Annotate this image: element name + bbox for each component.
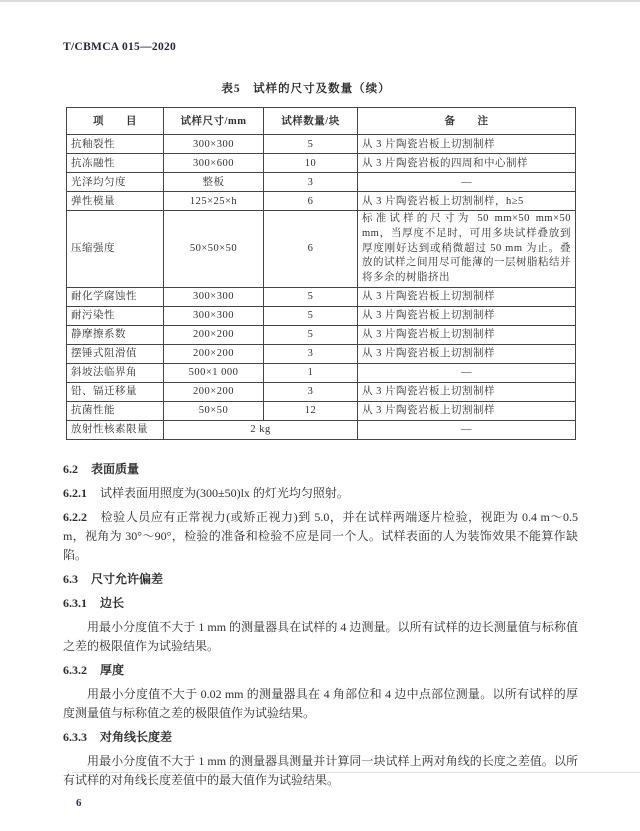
column-header-item: 项 目 — [67, 108, 164, 135]
note-cell: 从 3 片陶瓷岩板上切割制样 — [358, 135, 576, 154]
note-cell: 从 3 片陶瓷岩板上切割制样 — [358, 344, 576, 363]
scan-edge-artifact — [0, 0, 640, 2]
item-cell: 抗釉裂性 — [67, 135, 164, 154]
clause-number: 6.2.1 — [63, 486, 87, 500]
note-cell: — — [358, 420, 576, 439]
standard-code: T/CBMCA 015—2020 — [63, 41, 177, 53]
qty-cell: 5 — [264, 287, 358, 306]
note-cell: 从 3 片陶瓷岩板上切割制样 — [358, 325, 576, 344]
qty-cell: 3 — [264, 382, 358, 401]
qty-cell: 6 — [264, 211, 358, 288]
size-cell: 50×50×50 — [164, 211, 264, 288]
section-heading — [63, 460, 578, 479]
qty-cell: 3 — [264, 173, 358, 192]
size-cell: 125×25×h — [164, 192, 264, 211]
item-cell: 光泽均匀度 — [67, 173, 164, 192]
note-cell: 从 3 片陶瓷岩板的四周和中心制样 — [358, 154, 576, 173]
clause-number: 6.3.1 — [63, 596, 87, 610]
table-row — [67, 154, 576, 173]
size-cell: 300×600 — [164, 154, 264, 173]
table-row — [67, 382, 576, 401]
size-cell: 300×300 — [164, 287, 264, 306]
qty-cell: 3 — [264, 344, 358, 363]
page-number: 6 — [76, 797, 82, 809]
note-cell: 从 3 片陶瓷岩板上切割制样，h≥5 — [358, 192, 576, 211]
subsection-heading — [63, 661, 578, 680]
table-row — [67, 306, 576, 325]
note-cell: — — [358, 173, 576, 192]
note-cell: 从 3 片陶瓷岩板上切割制样 — [358, 382, 576, 401]
content-blocks — [63, 460, 578, 795]
qty-cell: 12 — [264, 401, 358, 420]
clause-number: 6.3 — [63, 572, 78, 586]
size-cell: 500×1 000 — [164, 363, 264, 382]
body-paragraph: 用最小分度值不大于 1 mm 的测量器具测量并计算同一块试样上两对角线的长度之差值。以所有试样的对角线长度差值中的最大值作为试验结果。 — [63, 754, 578, 787]
table-row — [67, 363, 576, 382]
item-cell: 弹性模量 — [67, 192, 164, 211]
table-row — [67, 401, 576, 420]
heading-text: 边长 — [100, 596, 125, 610]
numbered-paragraph — [63, 484, 578, 503]
heading-text: 表面质量 — [91, 462, 140, 476]
item-cell: 抗冻融性 — [67, 154, 164, 173]
subsection-heading — [63, 728, 578, 747]
paragraph-text: 试样表面用照度为(300±50)lx 的灯光均匀照射。 — [100, 486, 349, 500]
size-cell: 300×300 — [164, 306, 264, 325]
item-cell: 耐化学腐蚀性 — [67, 287, 164, 306]
table-row — [67, 344, 576, 363]
table-row — [67, 420, 576, 439]
item-cell: 摆锤式阻滑值 — [67, 344, 164, 363]
table-row — [67, 211, 576, 288]
note-cell: 从 3 片陶瓷岩板上切割制样 — [358, 401, 576, 420]
qty-cell: 10 — [264, 154, 358, 173]
item-cell: 抗菌性能 — [67, 401, 164, 420]
note-cell: 标准试样的尺寸为 50 mm×50 mm×50 mm，当厚度不足时，可用多块试样叠放到厚度刚好达到或稍微超过 50 mm 为止。叠放的试样之间用尽可能薄的一层树脂粘结并将多余的树脂挤出 — [358, 211, 576, 288]
item-cell: 压缩强度 — [67, 211, 164, 288]
qty-cell: 6 — [264, 192, 358, 211]
clause-number: 6.3.3 — [63, 730, 87, 744]
size-qty-merged-cell: 2 kg — [164, 420, 358, 439]
clause-number: 6.3.2 — [63, 663, 87, 677]
paragraph-text: 检验人员应有正常视力(或矫正视力)到 5.0，并在试样两端逐片检验，视距为 0.4 m～0.5 m，视角为 30°～90°，检验的准备和检验不应是同一个人。试样表面的人为装饰效果不能算作缺陷。 — [63, 510, 578, 562]
note-cell: 从 3 片陶瓷岩板上切割制样 — [358, 287, 576, 306]
item-cell: 铅、镉迁移量 — [67, 382, 164, 401]
body-paragraph: 用最小分度值不大于 1 mm 的测量器具在试样的 4 边测量。以所有试样的边长测量值与标称值之差的极限值作为试验结果。 — [63, 620, 578, 653]
column-header-note: 备 注 — [358, 108, 576, 135]
table-row — [67, 325, 576, 344]
table-row — [67, 173, 576, 192]
size-cell: 整板 — [164, 173, 264, 192]
heading-text: 厚度 — [100, 663, 125, 677]
clause-number: 6.2 — [63, 462, 78, 476]
qty-cell: 1 — [264, 363, 358, 382]
qty-cell: 5 — [264, 306, 358, 325]
qty-cell: 5 — [264, 325, 358, 344]
table-header-row — [67, 108, 576, 135]
note-cell: — — [358, 363, 576, 382]
item-cell: 静摩擦系数 — [67, 325, 164, 344]
table-body — [67, 135, 576, 440]
size-cell: 200×200 — [164, 344, 264, 363]
clause-number: 6.2.2 — [63, 510, 87, 524]
table-row — [67, 135, 576, 154]
item-cell: 放射性核素限量 — [67, 420, 164, 439]
heading-text: 对角线长度差 — [100, 730, 173, 744]
size-cell: 300×300 — [164, 135, 264, 154]
size-cell: 50×50 — [164, 401, 264, 420]
size-cell: 200×200 — [164, 382, 264, 401]
section-heading — [63, 570, 578, 589]
column-header-qty: 试样数量/块 — [264, 108, 358, 135]
table-row — [67, 287, 576, 306]
qty-cell: 5 — [264, 135, 358, 154]
size-cell: 200×200 — [164, 325, 264, 344]
item-cell: 斜坡法临界角 — [67, 363, 164, 382]
heading-text: 尺寸允许偏差 — [91, 572, 164, 586]
table-title: 表5 试样的尺寸及数量（续） — [221, 83, 391, 95]
subsection-heading — [63, 594, 578, 613]
note-cell: 从 3 片陶瓷岩板上切割制样 — [358, 306, 576, 325]
specimen-size-table — [66, 107, 576, 440]
scan-line-artifact — [72, 772, 640, 773]
table-row — [67, 192, 576, 211]
numbered-paragraph — [63, 508, 578, 565]
body-paragraph: 用最小分度值不大于 0.02 mm 的测量器具在 4 角部位和 4 边中点部位测量。以所有试样的厚度测量值与标称值之差的极限值作为试验结果。 — [63, 687, 578, 720]
item-cell: 耐污染性 — [67, 306, 164, 325]
column-header-size: 试样尺寸/mm — [164, 108, 264, 135]
